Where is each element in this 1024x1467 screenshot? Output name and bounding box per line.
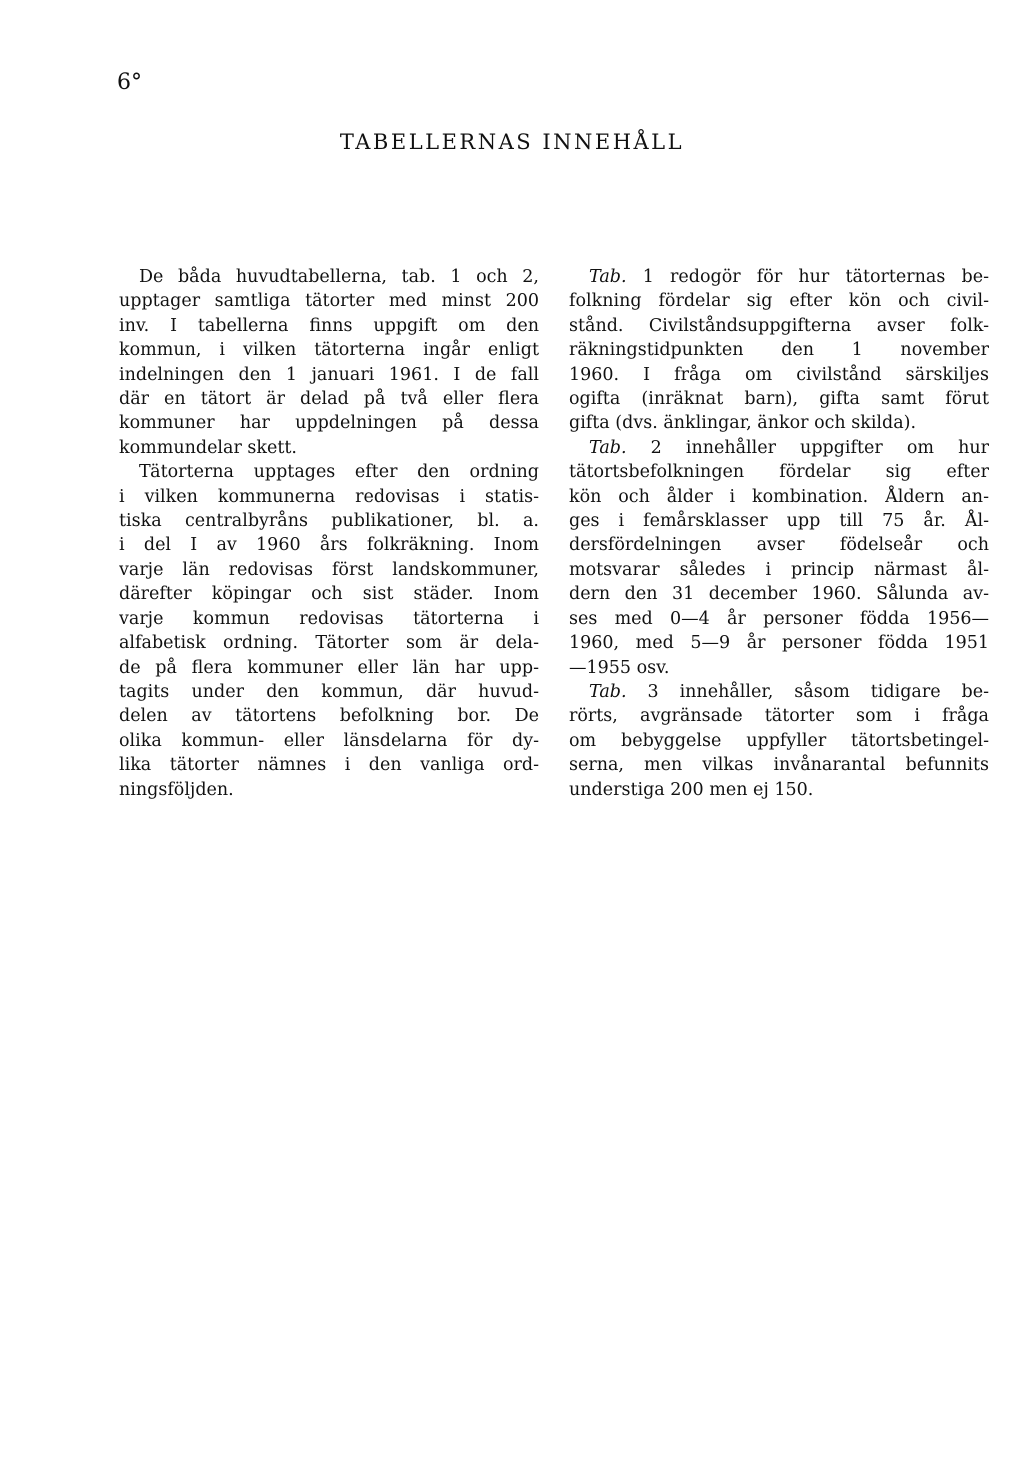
text-line: [119, 729, 539, 753]
line-text: 1 redogör för hur tätorternas be-: [626, 267, 989, 287]
text-line: [119, 485, 539, 509]
table-reference: Tab.: [589, 437, 627, 458]
text-line: [569, 753, 989, 777]
line-text: inv. I tabellerna finns uppgift om den: [119, 315, 539, 336]
line-text: ogifta (inräknat barn), gifta samt förut: [569, 389, 989, 410]
line-text: tiska centralbyråns publikationer, bl. a.: [119, 511, 539, 532]
text-line: [569, 680, 989, 704]
line-text: ses med 0—4 år personer födda 1956—: [569, 608, 989, 629]
text-line: [569, 411, 989, 435]
line-text: 2 innehåller uppgifter om hur: [626, 437, 989, 458]
text-line: [569, 558, 989, 582]
text-line: [119, 656, 539, 680]
text-line: [119, 338, 539, 362]
line-text: dersfördelningen avser födelseår och: [569, 535, 989, 556]
text-line: [569, 265, 989, 289]
text-line: [569, 387, 989, 411]
line-text: —1955 osv.: [569, 657, 670, 678]
page-number: 6°: [117, 70, 142, 95]
text-line: [569, 631, 989, 655]
line-text: där en tätort är delad på två eller flera: [119, 389, 539, 410]
text-line: [569, 533, 989, 557]
text-line: [119, 558, 539, 582]
text-line: [119, 509, 539, 533]
text-line: [119, 778, 539, 802]
line-text: varje län redovisas först landskommuner,: [119, 559, 539, 580]
line-text: i vilken kommunerna redovisas i statis-: [119, 486, 539, 507]
line-text: ges i femårsklasser upp till 75 år. Ål-: [569, 511, 989, 532]
text-line: [119, 704, 539, 728]
text-line: [119, 289, 539, 313]
text-line: [569, 704, 989, 728]
line-text: kommundelar skett.: [119, 437, 297, 458]
line-text: indelningen den 1 januari 1961. I de fall: [119, 364, 539, 385]
line-text: olika kommun- eller länsdelarna för dy-: [119, 730, 539, 751]
line-text: räkningstidpunkten den 1 november: [569, 340, 989, 361]
text-line: [119, 533, 539, 557]
line-text: tagits under den kommun, där huvud-: [119, 681, 539, 702]
line-text: 1960. I fråga om civilstånd särskiljes: [569, 364, 989, 385]
line-text: 1960, med 5—9 år personer födda 1951: [569, 633, 989, 654]
line-text: understiga 200 men ej 150.: [569, 779, 814, 800]
line-text: de på flera kommuner eller län har upp-: [119, 657, 539, 678]
line-text: tätortsbefolkningen fördelar sig efter: [569, 462, 989, 483]
table-reference: Tab.: [589, 681, 627, 702]
text-line: [569, 729, 989, 753]
text-line: [569, 582, 989, 606]
text-line: [119, 680, 539, 704]
line-text: upptager samtliga tätorter med minst 200: [119, 291, 539, 312]
text-line: [569, 656, 989, 680]
line-text: stånd. Civilståndsuppgifterna avser folk-: [569, 315, 989, 336]
line-text: alfabetisk ordning. Tätorter som är dela-: [119, 633, 539, 654]
text-line: [119, 411, 539, 435]
text-line: [119, 363, 539, 387]
text-line: [569, 607, 989, 631]
text-line: [569, 314, 989, 338]
line-text: kön och ålder i kombination. Åldern an-: [569, 486, 989, 507]
line-text: lika tätorter nämnes i den vanliga ord-: [119, 755, 539, 776]
text-line: [119, 314, 539, 338]
text-line: [119, 436, 539, 460]
line-text: i del I av 1960 års folkräkning. Inom: [119, 535, 539, 556]
line-text: om bebyggelse uppfyller tätortsbetingel-: [569, 730, 989, 751]
line-text: ningsföljden.: [119, 779, 234, 800]
text-line: [569, 289, 989, 313]
text-line: [119, 582, 539, 606]
text-line: [569, 485, 989, 509]
right-column: [569, 265, 989, 802]
line-text: serna, men vilkas invånarantal befunnits: [569, 755, 989, 776]
text-line: [569, 778, 989, 802]
line-text: därefter köpingar och sist städer. Inom: [119, 584, 539, 605]
line-text: rörts, avgränsade tätorter som i fråga: [569, 706, 989, 727]
line-text: delen av tätortens befolkning bor. De: [119, 706, 539, 727]
text-line: [119, 387, 539, 411]
text-line: [119, 265, 539, 289]
text-line: [119, 460, 539, 484]
line-text: gifta (dvs. änklingar, änkor och skilda).: [569, 413, 917, 434]
text-line: [119, 607, 539, 631]
line-text: kommun, i vilken tätorterna ingår enligt: [119, 340, 539, 361]
line-text: folkning fördelar sig efter kön och civil-: [569, 291, 989, 312]
page-title: TABELLERNAS INNEHÅLL: [339, 130, 685, 154]
text-line: [569, 363, 989, 387]
line-text: Tätorterna upptages efter den ordning: [139, 462, 539, 483]
table-reference: Tab.: [589, 267, 627, 287]
line-text: dern den 31 december 1960. Sålunda av-: [569, 584, 989, 605]
line-text: 3 innehåller, såsom tidigare be-: [626, 681, 989, 702]
line-text: varje kommun redovisas tätorterna i: [119, 608, 539, 629]
text-line: [119, 753, 539, 777]
text-line: [569, 436, 989, 460]
text-line: [569, 338, 989, 362]
line-text: motsvarar således i princip närmast ål-: [569, 559, 989, 580]
line-text: kommuner har uppdelningen på dessa: [119, 413, 539, 434]
left-column: [119, 265, 539, 802]
text-line: [569, 509, 989, 533]
text-line: [569, 460, 989, 484]
line-text: De båda huvudtabellerna, tab. 1 och 2,: [139, 267, 539, 287]
text-line: [119, 631, 539, 655]
